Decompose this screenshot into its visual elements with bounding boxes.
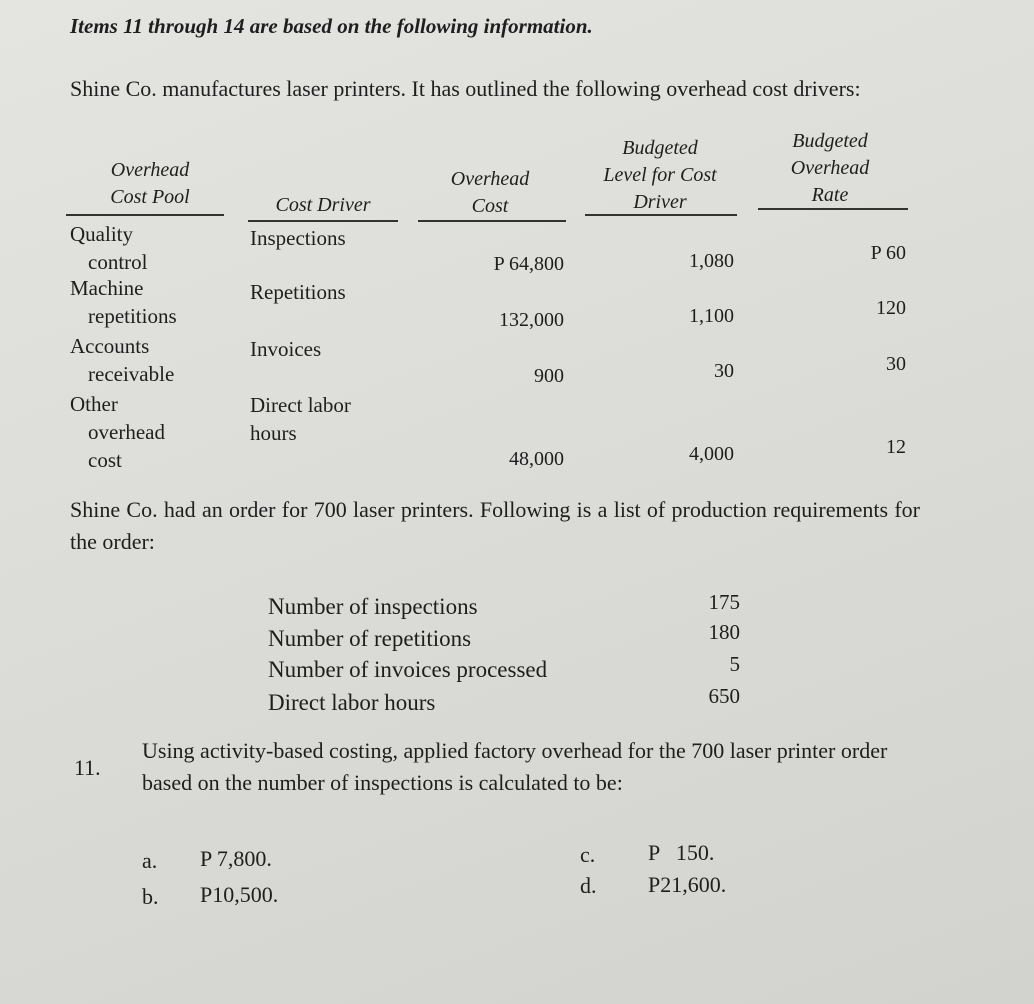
overhead-cost-cell: P 64,800 [493,253,564,275]
header-budgeted-rate-line2: Overhead [790,157,870,179]
budgeted-level-cell: 4,000 [689,443,734,465]
question-text: Using activity-based costing, applied factory overhead for the 700 laser printer order based on the number of inspections is calculated to be: [142,738,888,795]
cost-pool-name: Accounts [70,334,150,358]
intro-paragraph: Shine Co. manufactures laser printers. It has outlined the following overhead cost drivers: [70,76,861,101]
header-rule [248,220,398,222]
option-letter: d. [580,873,597,898]
header-cost-pool [80,157,220,211]
budgeted-rate-cell: 30 [886,353,906,375]
header-overhead-cost [420,166,560,220]
cost-driver-cell: Inspections [250,226,346,250]
cost-pool-name: overhead [88,420,165,444]
header-budgeted-level [585,135,735,216]
header-budgeted-rate [760,128,900,209]
option-letter: c. [580,842,596,867]
requirement-label: Direct labor hours [268,690,436,715]
overhead-cost-cell: 48,000 [509,448,564,470]
cost-pool-name: receivable [88,362,175,386]
budgeted-level-cell: 1,080 [689,250,734,272]
header-budgeted-rate-line3: Rate [811,184,849,206]
order-paragraph: Shine Co. had an order for 700 laser printers. Following is a list of production requirements for the order: [70,497,920,554]
option-text: P 7,800. [200,846,272,871]
option-text: P 150. [648,840,715,865]
cost-pool-name: repetitions [88,304,177,328]
header-budgeted-level-line2: Level for Cost [603,164,717,186]
cost-driver-cell: Repetitions [250,280,346,304]
question-number: 11. [74,755,101,780]
cost-pool-cell [70,390,165,474]
requirement-value: 180 [708,620,740,644]
overhead-cost-cell: 132,000 [499,309,564,331]
header-budgeted-level-line1: Budgeted [622,137,698,159]
budgeted-level-cell: 30 [714,360,734,382]
budgeted-level-cell: 1,100 [689,305,734,327]
cost-pool-name: control [88,250,148,274]
header-rule [585,214,737,216]
requirement-label: Number of inspections [268,594,478,619]
requirement-value: 650 [708,684,740,708]
header-rule [758,208,908,210]
cost-pool-name: cost [88,448,122,472]
header-overhead-cost-line2: Cost [471,195,509,217]
cost-pool-name: Machine [70,276,144,300]
overhead-cost-cell: 900 [534,365,564,387]
requirement-value: 5 [729,652,740,676]
cost-pool-name: Other [70,392,118,416]
header-rule [418,220,566,222]
header-cost-pool-line1: Overhead [110,159,190,181]
header-overhead-cost-line1: Overhead [450,168,530,190]
section-heading: Items 11 through 14 are based on the following information. [70,14,593,38]
option-letter: b. [142,884,159,909]
option-letter: a. [142,848,158,873]
cost-driver-line: Direct labor [250,393,351,417]
requirement-label: Number of invoices processed [268,657,548,682]
cost-pool-cell [70,332,174,388]
cost-pool-cell [70,220,147,276]
budgeted-rate-cell: P 60 [870,242,906,264]
header-rule [66,214,224,216]
header-cost-pool-line2: Cost Pool [110,186,190,208]
cost-driver-cell [250,391,351,447]
budgeted-rate-cell: 120 [876,297,906,319]
option-text: P21,600. [648,872,727,897]
cost-pool-cell [70,274,177,330]
header-budgeted-level-line3: Driver [633,191,687,213]
requirement-label: Number of repetitions [268,626,472,651]
cost-driver-line: hours [250,421,297,445]
budgeted-rate-cell: 12 [886,436,906,458]
cost-driver-cell: Invoices [250,337,322,361]
header-budgeted-rate-line1: Budgeted [792,130,868,152]
cost-pool-name: Quality [70,222,133,246]
requirement-value: 175 [708,590,740,614]
header-cost-driver: Cost Driver [275,194,371,216]
option-text: P10,500. [200,882,279,907]
